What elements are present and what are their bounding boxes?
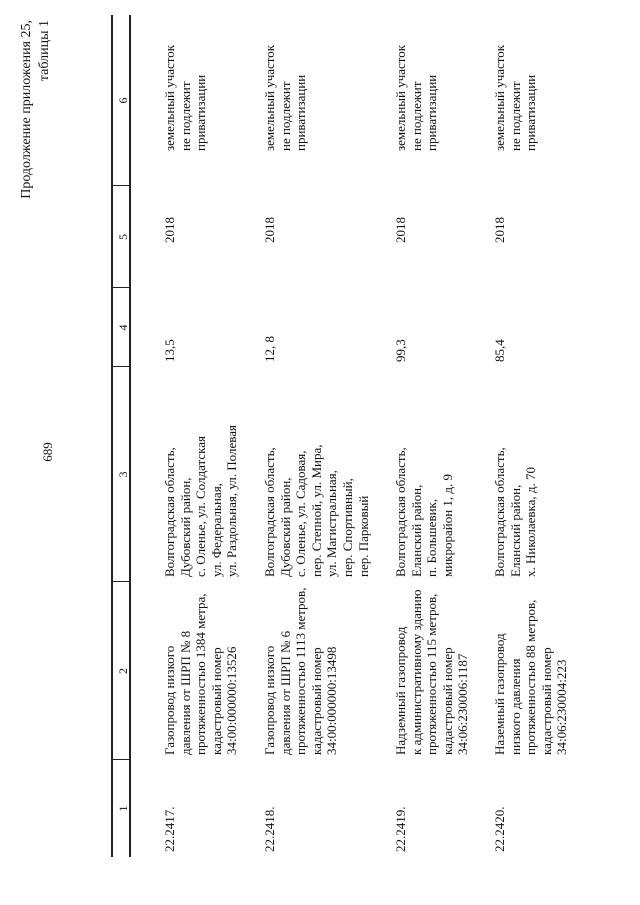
continuation-line-1: Продолжение приложения 25, [19,20,34,199]
table-row-object: Надземный газопровод к административному зданию протяженностью 115 метров, кадастровый номер 34:06:230006:1187 [393,589,471,755]
table-row-year: 2018 [162,217,177,243]
table-row-year: 2018 [393,217,408,243]
column-header-1: 1 [116,805,130,812]
table-row-object: Наземный газопровод низкого давления протяженностью 88 метров, кадастровый номер 34:06:230004:223 [492,599,570,755]
table-row-value: 99,3 [393,339,408,362]
table-row-year: 2018 [492,217,507,243]
continuation-heading [18,20,54,400]
column-header-5: 5 [116,234,130,240]
table-row-address: Волгоградская область, Дубовский район, с. Оленье, ул. Садовая, пер. Степной, ул. Мира, ул. Магистральная, пер. Спортивный, пер. Парковый [262,444,371,577]
table-row-number: 22.2417. [162,806,177,852]
page-number: 689 [40,442,55,462]
table-row-value: 12, 8 [262,336,277,362]
table-row-number: 22.2419. [393,806,408,852]
table-row-value: 85,4 [492,339,507,362]
table-row-note: земельный участок не подлежит приватизации [393,44,440,151]
table-row-address: Волгоградская область, Дубовский район, с. Оленье, ул. Солдатская ул. Федеральная, ул. Раздольная, ул. Полевая [162,425,240,577]
table-row-address: Волгоградская область, Еланский район, х. Николаевка, д. 70 [492,447,539,577]
column-header-2: 2 [116,668,130,674]
table-row-object: Газопровод низкого давления от ШРП № 8 протяженностью 1384 метра, кадастровый номер 34:00:000000:13526 [162,593,240,755]
table-row-object: Газопровод низкого давления от ШРП № 6 протяженностью 1113 метров, кадастровый номер 34:00:000000:13498 [262,587,340,755]
column-header-4: 4 [116,324,130,331]
table-row-value: 13,5 [162,339,177,362]
column-header-6: 6 [116,97,130,104]
table-row-number: 22.2418. [262,806,277,852]
table-row-note: земельный участок не подлежит приватизации [492,44,539,151]
table-row-note: земельный участок не подлежит приватизации [162,44,209,151]
table-top-rule [111,15,113,857]
continuation-line-2: таблицы 1 [37,20,52,82]
table-row-number: 22.2420. [492,806,507,852]
table-row-note: земельный участок не подлежит приватизации [262,44,309,151]
table-row-year: 2018 [262,217,277,243]
column-header-3: 3 [116,471,130,478]
table-row-address: Волгоградская область, Еланский район, п. Большевик, микрорайон 1, д. 9 [393,447,455,577]
